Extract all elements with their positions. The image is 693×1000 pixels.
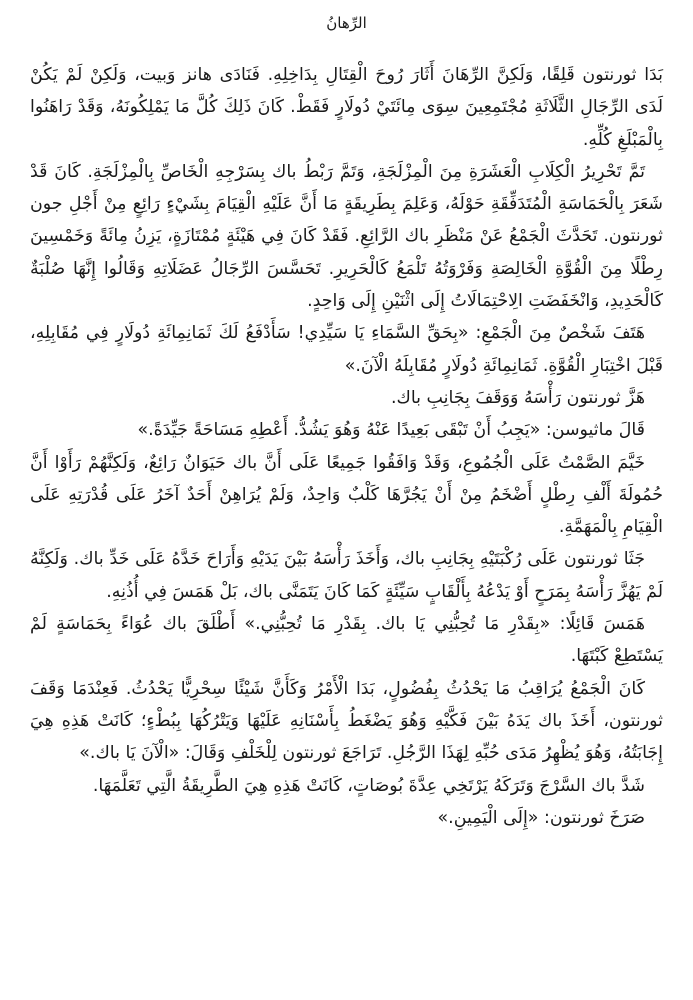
paragraph: هَزَّ ثورنتون رَأْسَهُ وَوَقَفَ بِجَانِبِ باك. xyxy=(391,387,645,408)
paragraph: هَتَفَ شَخْصٌ مِنَ الْجَمْعِ: «بِحَقِّ السَّمَاءِ يَا سَيِّدِي! سَأَدْفَعُ لَكَ ثَمَانِمِائَةِ دُولَارٍ فِي مُقَابِلِهِ، قَبْلَ اخْتِبَارِ الْقُوَّةِ. ثَمَانِمِائَةِ دُولَارٍ مُقَابِلَهُ الْآنَ.» xyxy=(30,323,663,376)
paragraph: جَثَا ثورنتون عَلَى رُكْبَتَيْهِ بِجَانِبِ باك، وَأَخَذَ رَأْسَهُ بَيْنَ يَدَيْهِ وَأَرَاحَ خَدَّهُ عَلَى خَدِّ باك. وَلَكِنَّهُ لَمْ يَهُزَّ رَأْسَهُ بِمَرَحٍ أَوْ يَدْعُهُ بِأَلْقَابٍ سَيِّئَةٍ كَمَا كَانَ يَتَمَنَّى باك، بَلْ هَمَسَ فِي أُذُنِهِ. xyxy=(30,549,663,602)
paragraph: تَمَّ تَحْرِيرُ الْكِلَابِ الْعَشَرَةِ مِنَ الْمِزْلَجَةِ، وَتَمَّ رَبْطُ باك بِسَرْجِهِ الْخَاصِّ بِالْمِزْلَجَةِ. كَانَ قَدْ شَعَرَ بِالْحَمَاسَةِ الْمُتَدَفِّقَةِ حَوْلَهُ، وَعَلِمَ بِطَرِيقَةٍ مَا أَنَّ عَلَيْهِ الْقِيَامَ بِشَيْءٍ رَائِعٍ مِنْ أَجْلِ جون ثورنتون. تَحَدَّثَ الْجَمْعُ عَنْ مَنْظَرِ باك الرَّائِعِ. فَقَدْ كَانَ فِي هَيْئَةٍ مُمْتَازَةٍ، يَزِنُ مِائَةً وَخَمْسِينَ رِطْلًا مِنَ الْقُوَّةِ الْخَالِصَةِ وَفَرْوَتُهُ تَلْمَعُ كَالْحَرِيرِ. تَحَسَّسَ الرِّجَالُ عَضَلَاتِهِ وَقَالُوا إِنَّهَا صُلْبَةٌ كَالْحَدِيدِ، وَانْخَفَضَتِ الِاحْتِمَالَاتُ إِلَى اثْنَيْنِ إِلَى وَاحِدٍ. xyxy=(30,161,663,312)
running-header: الرِّهانُ xyxy=(326,14,367,32)
paragraph: شَدَّ باك السَّرْجَ وَتَرَكَهُ يَرْتَخِي عِدَّةَ بُوصَاتٍ، كَانَتْ هَذِهِ هِيَ الطَّرِيقَةُ الَّتِي تَعَلَّمَهَا. xyxy=(92,775,645,796)
paragraph: هَمَسَ قَائِلًا: «بِقَدْرِ مَا تُحِبُّنِي يَا باك. بِقَدْرِ مَا تُحِبُّنِي.» أَطْلَقَ باك عُوَاءً بِحَمَاسَةٍ لَمْ يَسْتَطِعْ كَبْتَهَا. xyxy=(30,614,663,667)
page-body xyxy=(30,59,663,834)
paragraph: كَانَ الْجَمْعُ يُرَاقِبُ مَا يَحْدُثُ بِفُضُولٍ، بَدَا الْأَمْرُ وَكَأَنَّ شَيْئًا سِحْرِيًّا يَحْدُثُ. فَعِنْدَمَا وَقَفَ ثورنتون، أَخَذَ باك يَدَهُ بَيْنَ فَكَّيْهِ وَهُوَ يَضْغَطُ بِأَسْنَانِهِ عَلَيْهَا وَيَتْرُكُهَا بِبُطْءٍ؛ كَانَتْ هَذِهِ هِيَ إِجَابَتُهُ، وَهُوَ يُظْهِرُ مَدَى حُبِّهِ لِهَذَا الرَّجُلِ. تَرَاجَعَ ثورنتون لِلْخَلْفِ وَقَالَ: «الْآنَ يَا باك.» xyxy=(30,678,663,764)
paragraph: بَدَا ثورنتون قَلِقًا، وَلَكِنَّ الرِّهَانَ أَثَارَ رُوحَ الْقِتَالِ بِدَاخِلِهِ. فَنَادَى هانز وَبيت، وَلَكِنْ لَمْ يَكُنْ لَدَى الرِّجَالِ الثَّلَاثَةِ مُجْتَمِعِينَ سِوَى مِائَتَيْ دُولَارٍ فَقَطْ. كَانَ ذَلِكَ كُلَّ مَا يَمْلِكُونَهُ، وَقَدْ رَاهَنُوا بِالْمَبْلَغِ كُلِّهِ. xyxy=(30,65,663,150)
paragraph: خَيَّمَ الصَّمْتُ عَلَى الْجُمُوعِ، وَقَدْ وَافَقُوا جَمِيعًا عَلَى أَنَّ باك حَيَوَانٌ رَائِعٌ، وَلَكِنَّهُمْ رَأَوْا أَنَّ حُمُولَةَ أَلْفِ رِطْلٍ أَضْخَمُ مِنْ أَنْ يَجُرَّهَا كَلْبٌ وَاحِدٌ، وَلَمْ يُرَاهِنْ أَحَدٌ آخَرُ عَلَى قُدْرَتِهِ عَلَى الْقِيَامِ بِالْمَهَمَّةِ. xyxy=(30,452,663,538)
paragraph: صَرَخَ ثورنتون: «إِلَى الْيَمِينِ.» xyxy=(437,807,645,828)
paragraph: قَالَ ماثيوسن: «يَجِبُ أَنْ تَبْقَى بَعِيدًا عَنْهُ وَهُوَ يَشُدُّ. أَعْطِهِ مَسَاحَةً جَيِّدَةً.» xyxy=(137,420,645,441)
